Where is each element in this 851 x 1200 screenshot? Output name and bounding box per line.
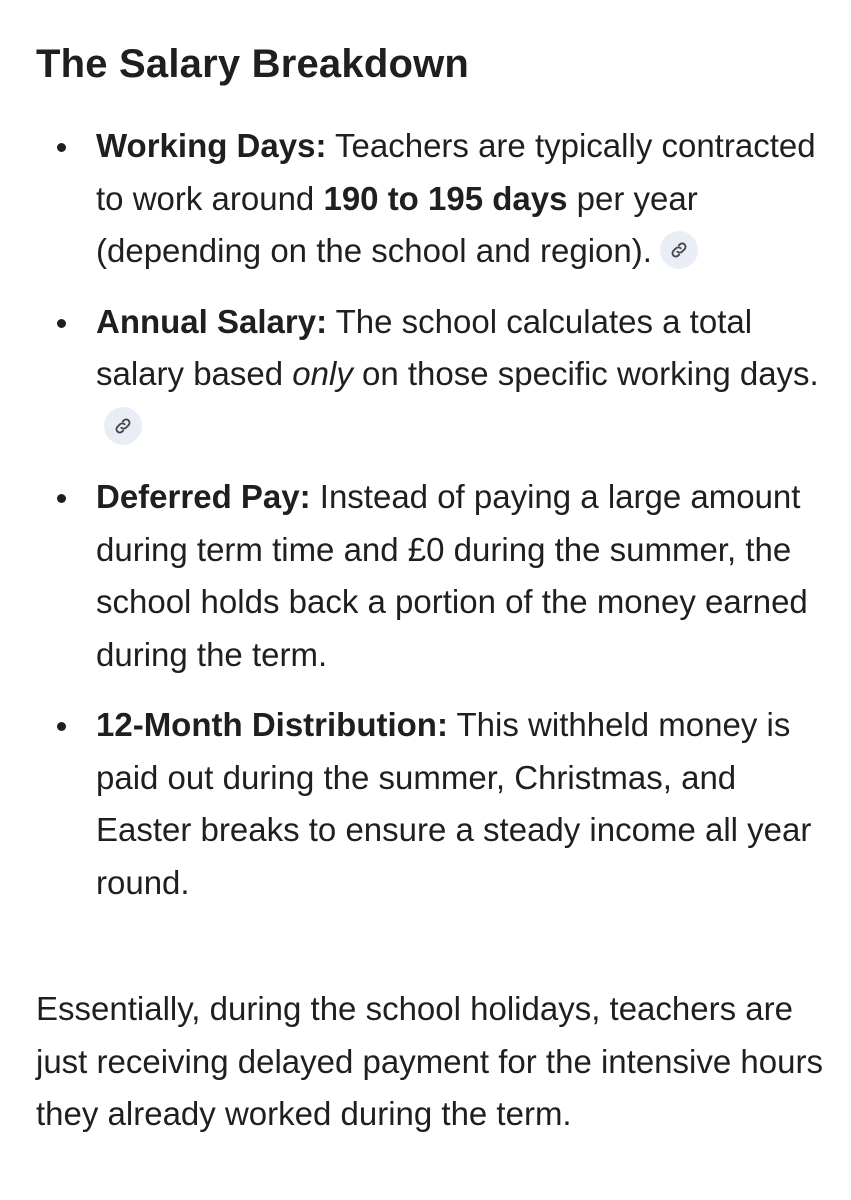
item-label: Deferred Pay: xyxy=(96,478,311,515)
item-text: on those specific working days. xyxy=(352,355,819,392)
item-text: per year (depending on the school and region). xyxy=(96,179,698,269)
item-label: Annual Salary: xyxy=(96,302,328,340)
item-label: 12-Month Distribution: xyxy=(96,706,448,743)
item-text: Teachers are typically contracted to work around xyxy=(96,127,816,217)
item-text: The school calculates a total salary based xyxy=(96,302,753,392)
citation-link-button[interactable] xyxy=(104,407,142,445)
item-label: Working Days: xyxy=(96,127,327,164)
section-heading: The Salary Breakdown xyxy=(36,42,470,86)
salary-breakdown-list xyxy=(36,120,826,927)
link-icon xyxy=(113,416,133,436)
list-item-working-days xyxy=(36,120,826,278)
link-icon xyxy=(669,240,689,260)
citation-link-button[interactable] xyxy=(660,231,698,269)
item-text: This withheld money is paid out during the summer, Christmas, and Easter breaks to ensure a steady income all year round. xyxy=(96,706,812,901)
list-item-deferred-pay xyxy=(36,471,826,681)
item-text: Instead of paying a large amount during term time and £0 during the summer, the school holds back a portion of the money earned during the term. xyxy=(96,478,808,673)
item-bold-text: 190 to 195 days xyxy=(323,179,568,217)
summary-paragraph: Essentially, during the school holidays, teachers are just receiving delayed payment for the intensive hours they already worked during the term. xyxy=(36,990,823,1132)
list-item-12-month-distribution xyxy=(36,699,826,909)
list-item-annual-salary xyxy=(36,296,826,454)
item-italic-text: only xyxy=(292,355,353,392)
